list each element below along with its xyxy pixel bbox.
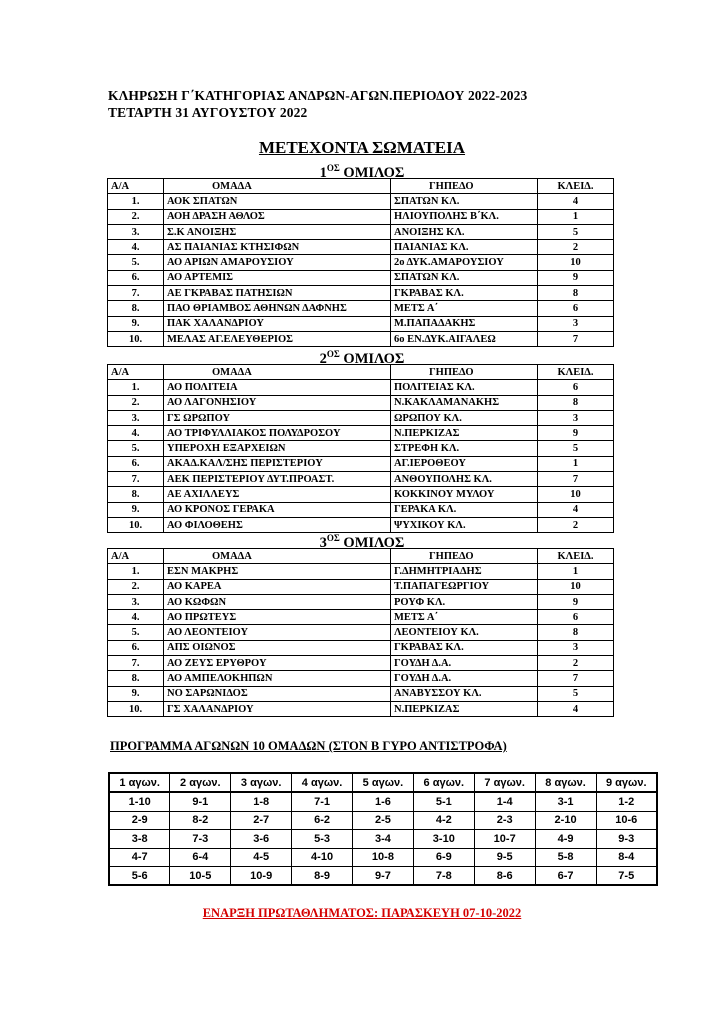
field-name: ΑΝΑΒΥΣΣΟΥ ΚΛ. bbox=[391, 686, 538, 701]
key-number: 9 bbox=[538, 426, 614, 441]
row-number: 10. bbox=[108, 517, 164, 532]
table-row bbox=[108, 410, 614, 425]
field-name: ΣΠΑΤΩΝ ΚΛ. bbox=[391, 194, 538, 209]
schedule-title: ΠΡΟΓΡΑΜΜΑ ΑΓΩΝΩΝ 10 ΟΜΑΔΩΝ (ΣΤΟΝ Β ΓΥΡΟ ΑΝΤΙΣΤΡΟΦΑ) bbox=[110, 739, 507, 753]
table-row bbox=[108, 472, 614, 487]
team-name: ΑΟ ΤΡΙΦΥΛΛΙΑΚΟΣ ΠΟΛΥΔΡΟΣΟΥ bbox=[164, 426, 391, 441]
table-row bbox=[108, 255, 614, 270]
team-name: ΑΟ ΠΡΩΤΕΥΣ bbox=[164, 610, 391, 625]
field-name: ΚΟΚΚΙΝΟΥ ΜΥΛΟΥ bbox=[391, 487, 538, 502]
match-pairing: 4-10 bbox=[292, 848, 353, 866]
match-pairing: 7-3 bbox=[170, 830, 231, 848]
match-pairing: 5-1 bbox=[413, 792, 474, 811]
column-header-field: ΓΗΠΕΔΟ bbox=[391, 549, 538, 564]
key-number: 7 bbox=[538, 331, 614, 346]
row-number: 8. bbox=[108, 671, 164, 686]
field-name: ΓΚΡΑΒΑΣ ΚΛ. bbox=[391, 286, 538, 301]
key-number: 7 bbox=[538, 472, 614, 487]
row-number: 4. bbox=[108, 240, 164, 255]
field-name: 2ο ΔΥΚ.ΑΜΑΡΟΥΣΙΟΥ bbox=[391, 255, 538, 270]
round-header: 9 αγων. bbox=[596, 773, 657, 792]
field-name: ΓΟΥΔΗ Δ.Α. bbox=[391, 671, 538, 686]
row-number: 1. bbox=[108, 194, 164, 209]
match-pairing: 10-5 bbox=[170, 866, 231, 885]
team-name: ΑΟ ΑΡΤΕΜΙΣ bbox=[164, 270, 391, 285]
column-header-team: ΟΜΑΔΑ bbox=[164, 179, 391, 194]
table-row bbox=[108, 301, 614, 316]
column-header-aa: Α/Α bbox=[108, 179, 164, 194]
row-number: 2. bbox=[108, 579, 164, 594]
column-header-aa: Α/Α bbox=[108, 549, 164, 564]
team-name: ΑΟΗ ΔΡΑΣΗ ΑΘΛΟΣ bbox=[164, 209, 391, 224]
team-name: ΑΟ ΦΙΛΟΘΕΗΣ bbox=[164, 517, 391, 532]
match-pairing: 2-5 bbox=[353, 811, 414, 829]
table-row bbox=[108, 640, 614, 655]
match-pairing: 8-6 bbox=[474, 866, 535, 885]
field-name: ΨΥΧΙΚΟΥ ΚΛ. bbox=[391, 517, 538, 532]
table-row bbox=[108, 594, 614, 609]
team-name: ΕΣΝ ΜΑΚΡΗΣ bbox=[164, 564, 391, 579]
row-number: 8. bbox=[108, 487, 164, 502]
table-row bbox=[108, 686, 614, 701]
field-name: ΠΑΙΑΝΙΑΣ ΚΛ. bbox=[391, 240, 538, 255]
table-row bbox=[108, 579, 614, 594]
team-name: ΑΟΚ ΣΠΑΤΩΝ bbox=[164, 194, 391, 209]
group-number: 2 bbox=[319, 351, 327, 367]
group-word: ΟΜΙΛΟΣ bbox=[343, 535, 405, 551]
team-name: Σ.Κ ΑΝΟΙΞΗΣ bbox=[164, 224, 391, 239]
match-pairing: 6-2 bbox=[292, 811, 353, 829]
schedule-row bbox=[109, 848, 657, 866]
team-name: ΝΟ ΣΑΡΩΝΙΔΟΣ bbox=[164, 686, 391, 701]
match-pairing: 7-5 bbox=[596, 866, 657, 885]
key-number: 1 bbox=[538, 209, 614, 224]
column-header-key: ΚΛΕΙΔ. bbox=[538, 365, 614, 380]
field-name: Ν.ΠΕΡΚΙΖΑΣ bbox=[391, 426, 538, 441]
column-header-field: ΓΗΠΕΔΟ bbox=[391, 365, 538, 380]
team-name: ΓΣ ΩΡΩΠΟΥ bbox=[164, 410, 391, 425]
match-pairing: 2-10 bbox=[535, 811, 596, 829]
match-pairing: 3-1 bbox=[535, 792, 596, 811]
team-name: ΠΑΟ ΘΡΙΑΜΒΟΣ ΑΘΗΝΩΝ ΔΑΦΝΗΣ bbox=[164, 301, 391, 316]
match-pairing: 4-9 bbox=[535, 830, 596, 848]
field-name: ΜΕΤΣ Α΄ bbox=[391, 301, 538, 316]
team-name: ΑΟ ΖΕΥΣ ΕΡΥΘΡΟΥ bbox=[164, 656, 391, 671]
key-number: 3 bbox=[538, 410, 614, 425]
schedule-row bbox=[109, 792, 657, 811]
group-ordinal-suffix: ΟΣ bbox=[326, 533, 340, 543]
group-ordinal-suffix: ΟΣ bbox=[326, 349, 340, 359]
match-pairing: 4-5 bbox=[231, 848, 292, 866]
row-number: 9. bbox=[108, 316, 164, 331]
table-row bbox=[108, 625, 614, 640]
team-name: ΜΕΛΑΣ ΑΓ.ΕΛΕΥΘΕΡΙΟΣ bbox=[164, 331, 391, 346]
team-name: ΑΟ ΛΑΓΟΝΗΣΙΟΥ bbox=[164, 395, 391, 410]
key-number: 3 bbox=[538, 316, 614, 331]
field-name: Ν.ΠΕΡΚΙΖΑΣ bbox=[391, 701, 538, 716]
key-number: 10 bbox=[538, 255, 614, 270]
field-name: ΑΝΘΟΥΠΟΛΗΣ ΚΛ. bbox=[391, 472, 538, 487]
match-pairing: 5-3 bbox=[292, 830, 353, 848]
match-pairing: 5-8 bbox=[535, 848, 596, 866]
match-pairing: 7-8 bbox=[413, 866, 474, 885]
row-number: 7. bbox=[108, 286, 164, 301]
key-number: 6 bbox=[538, 301, 614, 316]
group-ordinal-suffix: ΟΣ bbox=[326, 163, 340, 173]
table-row bbox=[108, 194, 614, 209]
row-number: 7. bbox=[108, 472, 164, 487]
match-pairing: 2-3 bbox=[474, 811, 535, 829]
match-pairing: 1-10 bbox=[109, 792, 170, 811]
field-name: Τ.ΠΑΠΑΓΕΩΡΓΙΟΥ bbox=[391, 579, 538, 594]
document-date: ΤΕΤΑΡΤΗ 31 ΑΥΓΟΥΣΤΟΥ 2022 bbox=[108, 105, 308, 120]
row-number: 3. bbox=[108, 410, 164, 425]
row-number: 4. bbox=[108, 426, 164, 441]
match-pairing: 1-8 bbox=[231, 792, 292, 811]
table-row bbox=[108, 380, 614, 395]
team-name: ΥΠΕΡΟΧΗ ΕΞΑΡΧΕΙΩΝ bbox=[164, 441, 391, 456]
match-pairing: 6-9 bbox=[413, 848, 474, 866]
group-word: ΟΜΙΛΟΣ bbox=[343, 351, 405, 367]
key-number: 8 bbox=[538, 625, 614, 640]
field-name: ΠΟΛΙΤΕΙΑΣ ΚΛ. bbox=[391, 380, 538, 395]
table-row bbox=[108, 395, 614, 410]
row-number: 2. bbox=[108, 209, 164, 224]
round-header: 2 αγων. bbox=[170, 773, 231, 792]
schedule-header-row bbox=[109, 773, 657, 792]
team-name: ΑΕΚ ΠΕΡΙΣΤΕΡΙΟΥ ΔΥΤ.ΠΡΟΑΣΤ. bbox=[164, 472, 391, 487]
team-name: ΑΟ ΑΜΠΕΛΟΚΗΠΩΝ bbox=[164, 671, 391, 686]
field-name: ΗΛΙΟΥΠΟΛΗΣ Β΄ΚΛ. bbox=[391, 209, 538, 224]
table-header-row bbox=[108, 179, 614, 194]
schedule-row bbox=[109, 830, 657, 848]
field-name: ΣΤΡΕΦΗ ΚΛ. bbox=[391, 441, 538, 456]
field-name: Μ.ΠΑΠΑΔΑΚΗΣ bbox=[391, 316, 538, 331]
table-header-row bbox=[108, 549, 614, 564]
group-number: 3 bbox=[319, 535, 327, 551]
field-name: ΣΠΑΤΩΝ ΚΛ. bbox=[391, 270, 538, 285]
table-row bbox=[108, 209, 614, 224]
key-number: 5 bbox=[538, 441, 614, 456]
row-number: 6. bbox=[108, 456, 164, 471]
row-number: 5. bbox=[108, 441, 164, 456]
table-row bbox=[108, 701, 614, 716]
group-word: ΟΜΙΛΟΣ bbox=[343, 165, 405, 181]
table-row bbox=[108, 610, 614, 625]
schedule-row bbox=[109, 866, 657, 885]
team-name: ΑΣ ΠΑΙΑΝΙΑΣ ΚΤΗΣΙΦΩΝ bbox=[164, 240, 391, 255]
column-header-field: ΓΗΠΕΔΟ bbox=[391, 179, 538, 194]
match-pairing: 4-2 bbox=[413, 811, 474, 829]
row-number: 3. bbox=[108, 594, 164, 609]
match-pairing: 1-2 bbox=[596, 792, 657, 811]
round-header: 8 αγων. bbox=[535, 773, 596, 792]
field-name: ΑΓ.ΙΕΡΟΘΕΟΥ bbox=[391, 456, 538, 471]
match-pairing: 3-6 bbox=[231, 830, 292, 848]
match-pairing: 4-7 bbox=[109, 848, 170, 866]
match-pairing: 10-7 bbox=[474, 830, 535, 848]
match-pairing: 8-2 bbox=[170, 811, 231, 829]
row-number: 1. bbox=[108, 564, 164, 579]
team-name: ΑΟ ΚΑΡΕΑ bbox=[164, 579, 391, 594]
team-name: ΑΟ ΛΕΟΝΤΕΙΟΥ bbox=[164, 625, 391, 640]
match-pairing: 10-8 bbox=[353, 848, 414, 866]
field-name: 6ο ΕΝ.ΔΥΚ.ΑΙΓΑΛΕΩ bbox=[391, 331, 538, 346]
row-number: 5. bbox=[108, 625, 164, 640]
match-pairing: 3-10 bbox=[413, 830, 474, 848]
table-row bbox=[108, 502, 614, 517]
table-header-row bbox=[108, 365, 614, 380]
championship-start-note: ΕΝΑΡΞΗ ΠΡΩΤΑΘΛΗΜΑΤΟΣ: ΠΑΡΑΣΚΕΥΗ 07-10-2022 bbox=[202, 906, 522, 920]
key-number: 4 bbox=[538, 194, 614, 209]
key-number: 1 bbox=[538, 456, 614, 471]
document-title: ΚΛΗΡΩΣΗ Γ΄ΚΑΤΗΓΟΡΙΑΣ ΑΝΔΡΩΝ-ΑΓΩΝ.ΠΕΡΙΟΔΟΥ 2022-2023 bbox=[108, 88, 528, 103]
round-header: 3 αγων. bbox=[231, 773, 292, 792]
match-pairing: 2-9 bbox=[109, 811, 170, 829]
row-number: 10. bbox=[108, 331, 164, 346]
field-name: ΓΚΡΑΒΑΣ ΚΛ. bbox=[391, 640, 538, 655]
team-name: ΑΚΑΔ.ΚΑΛ/ΣΗΣ ΠΕΡΙΣΤΕΡΙΟΥ bbox=[164, 456, 391, 471]
row-number: 4. bbox=[108, 610, 164, 625]
table-row bbox=[108, 656, 614, 671]
match-pairing: 6-4 bbox=[170, 848, 231, 866]
table-row bbox=[108, 671, 614, 686]
team-name: ΓΣ ΧΑΛΑΝΔΡΙΟΥ bbox=[164, 701, 391, 716]
key-number: 2 bbox=[538, 240, 614, 255]
match-pairing: 7-1 bbox=[292, 792, 353, 811]
field-name: Γ.ΔΗΜΗΤΡΙΑΔΗΣ bbox=[391, 564, 538, 579]
match-pairing: 6-7 bbox=[535, 866, 596, 885]
table-row bbox=[108, 316, 614, 331]
group-number: 1 bbox=[319, 165, 327, 181]
schedule-row bbox=[109, 811, 657, 829]
row-number: 9. bbox=[108, 502, 164, 517]
match-pairing: 5-6 bbox=[109, 866, 170, 885]
team-name: ΑΟ ΚΡΟΝΟΣ ΓΕΡΑΚΑ bbox=[164, 502, 391, 517]
round-header: 5 αγων. bbox=[353, 773, 414, 792]
key-number: 4 bbox=[538, 701, 614, 716]
row-number: 8. bbox=[108, 301, 164, 316]
field-name: ΑΝΟΙΞΗΣ ΚΛ. bbox=[391, 224, 538, 239]
match-pairing: 10-9 bbox=[231, 866, 292, 885]
match-pairing: 9-3 bbox=[596, 830, 657, 848]
table-row bbox=[108, 286, 614, 301]
match-pairing: 2-7 bbox=[231, 811, 292, 829]
row-number: 6. bbox=[108, 270, 164, 285]
table-row bbox=[108, 487, 614, 502]
row-number: 6. bbox=[108, 640, 164, 655]
schedule-table bbox=[108, 772, 658, 886]
column-header-aa: Α/Α bbox=[108, 365, 164, 380]
key-number: 6 bbox=[538, 380, 614, 395]
team-name: ΑΟ ΑΡΙΩΝ ΑΜΑΡΟΥΣΙΟΥ bbox=[164, 255, 391, 270]
table-row bbox=[108, 426, 614, 441]
match-pairing: 9-5 bbox=[474, 848, 535, 866]
match-pairing: 9-1 bbox=[170, 792, 231, 811]
table-row bbox=[108, 240, 614, 255]
field-name: ΜΕΤΣ Α΄ bbox=[391, 610, 538, 625]
team-name: ΑΕ ΓΚΡΑΒΑΣ ΠΑΤΗΣΙΩΝ bbox=[164, 286, 391, 301]
match-pairing: 8-4 bbox=[596, 848, 657, 866]
key-number: 8 bbox=[538, 286, 614, 301]
field-name: ΛΕΟΝΤΕΙΟΥ ΚΛ. bbox=[391, 625, 538, 640]
round-header: 7 αγων. bbox=[474, 773, 535, 792]
row-number: 3. bbox=[108, 224, 164, 239]
key-number: 2 bbox=[538, 656, 614, 671]
column-header-key: ΚΛΕΙΔ. bbox=[538, 549, 614, 564]
participating-clubs-title: ΜΕΤΕΧΟΝΤΑ ΣΩΜΑΤΕΙΑ bbox=[258, 138, 466, 157]
row-number: 2. bbox=[108, 395, 164, 410]
match-pairing: 1-6 bbox=[353, 792, 414, 811]
group-table-3 bbox=[107, 548, 614, 717]
key-number: 8 bbox=[538, 395, 614, 410]
round-header: 6 αγων. bbox=[413, 773, 474, 792]
key-number: 6 bbox=[538, 610, 614, 625]
key-number: 5 bbox=[538, 686, 614, 701]
row-number: 9. bbox=[108, 686, 164, 701]
field-name: ΓΕΡΑΚΑ ΚΛ. bbox=[391, 502, 538, 517]
column-header-team: ΟΜΑΔΑ bbox=[164, 365, 391, 380]
column-header-key: ΚΛΕΙΔ. bbox=[538, 179, 614, 194]
round-header: 1 αγων. bbox=[109, 773, 170, 792]
team-name: ΑΟ ΠΟΛΙΤΕΙΑ bbox=[164, 380, 391, 395]
key-number: 5 bbox=[538, 224, 614, 239]
table-row bbox=[108, 331, 614, 346]
match-pairing: 3-4 bbox=[353, 830, 414, 848]
key-number: 7 bbox=[538, 671, 614, 686]
field-name: ΡΟΥΦ ΚΛ. bbox=[391, 594, 538, 609]
key-number: 2 bbox=[538, 517, 614, 532]
row-number: 10. bbox=[108, 701, 164, 716]
field-name: Ν.ΚΑΚΛΑΜΑΝΑΚΗΣ bbox=[391, 395, 538, 410]
key-number: 4 bbox=[538, 502, 614, 517]
column-header-team: ΟΜΑΔΑ bbox=[164, 549, 391, 564]
team-name: ΑΟ ΚΩΦΩΝ bbox=[164, 594, 391, 609]
group-table-2 bbox=[107, 364, 614, 533]
key-number: 10 bbox=[538, 579, 614, 594]
table-row bbox=[108, 224, 614, 239]
match-pairing: 10-6 bbox=[596, 811, 657, 829]
match-pairing: 9-7 bbox=[353, 866, 414, 885]
group-table-1 bbox=[107, 178, 614, 347]
key-number: 10 bbox=[538, 487, 614, 502]
row-number: 1. bbox=[108, 380, 164, 395]
key-number: 9 bbox=[538, 270, 614, 285]
row-number: 5. bbox=[108, 255, 164, 270]
table-row bbox=[108, 270, 614, 285]
match-pairing: 3-8 bbox=[109, 830, 170, 848]
team-name: ΑΕ ΑΧΙΛΛΕΥΣ bbox=[164, 487, 391, 502]
match-pairing: 1-4 bbox=[474, 792, 535, 811]
key-number: 9 bbox=[538, 594, 614, 609]
team-name: ΠΑΚ ΧΑΛΑΝΔΡΙΟΥ bbox=[164, 316, 391, 331]
table-row bbox=[108, 441, 614, 456]
field-name: ΓΟΥΔΗ Δ.Α. bbox=[391, 656, 538, 671]
table-row bbox=[108, 564, 614, 579]
key-number: 3 bbox=[538, 640, 614, 655]
table-row bbox=[108, 456, 614, 471]
row-number: 7. bbox=[108, 656, 164, 671]
field-name: ΩΡΩΠΟΥ ΚΛ. bbox=[391, 410, 538, 425]
round-header: 4 αγων. bbox=[292, 773, 353, 792]
key-number: 1 bbox=[538, 564, 614, 579]
match-pairing: 8-9 bbox=[292, 866, 353, 885]
team-name: ΑΠΣ ΟΙΩΝΟΣ bbox=[164, 640, 391, 655]
